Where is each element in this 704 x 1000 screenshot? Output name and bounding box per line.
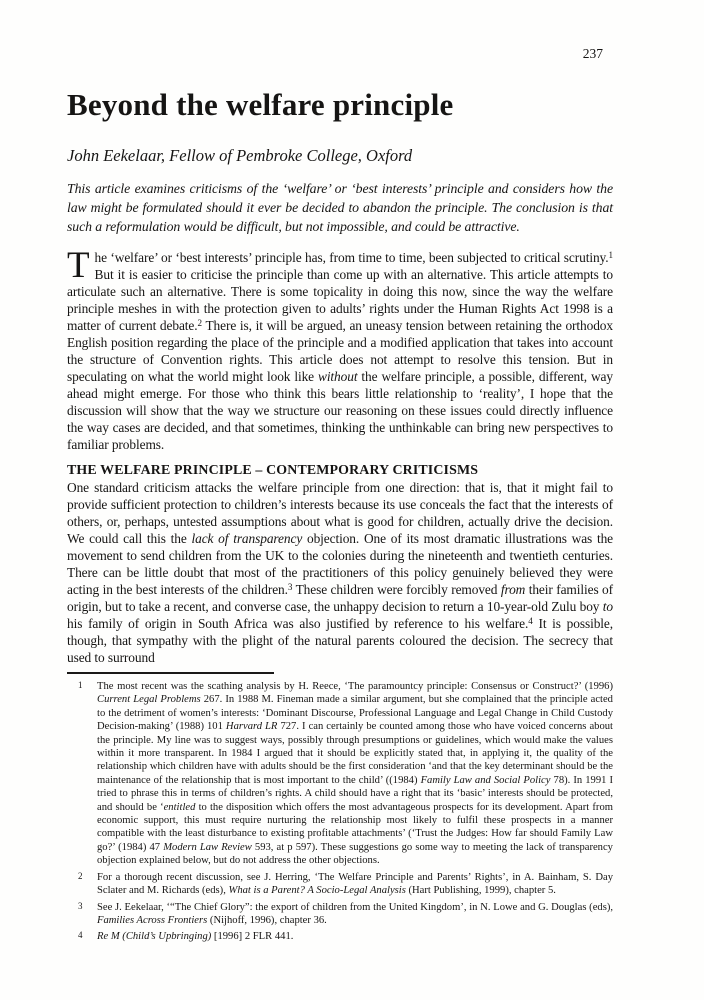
footnote-2 [67,871,613,898]
body-paragraph-2: One standard criticism attacks the welfare principle from one direction: that is, that it might fail to provide sufficient protection to children’s interests because its use conceals the fact that the interests of others, or, perhaps, untested assumptions about what is good for children, actually drive the decision. We could call this the lack of transparency objection. One of its most dramatic illustrations was the movement to send children from the UK to the colonies during the nineteenth and twentieth centuries. There can be little doubt that most of the practitioners of this policy genuinely believed they were acting in the best interests of the children.$^3$ These children were forcibly removed from their families of origin, but to take a recent, and converse case, the unhappy decision to return a 10-year-old Zulu boy to his family of origin in South Africa was also justified by reference to his welfare.$^4$ It is possible, though, that sympathy with the plight of the natural parents coloured the decision. The secrecy that used to surround [67,480,614,665]
footnote-2-text: For a thorough recent discussion, see J. Herring, ‘The Welfare Principle and Parents’ Rights’, in A. Bainham, S. Day Sclater and M. Richards (eds), What is a Parent? A Socio-Legal Analysis (Hart Publishing, 1999), chapter 5. [97,871,613,897]
footnote-1-number: 1 [78,680,83,690]
footnote-divider [67,672,274,674]
footnote-1-text: The most recent was the scathing analysis by H. Reece, ‘The paramountcy principle: Consensus or Construct?’ (1996) Current Legal Problems 267. In 1988 M. Fineman made a similar argument, but she complained that the principle acted to the detriment of women’s interests: ‘Dominant Discourse, Professional Language and Legal Change in Child Custody Decision-making’ (1988) 101 Harvard LR 727. I can certainly be counted among those who have voiced concerns about the principle. My line was to suggest ways, possibly through presumptions or guidelines, which would make the values within it more transparent. In 1984 I argued that it should be explicitly stated that, in applying it, the quality of the relationship which children have with adults should be the first consideration ‘and that the key determinant should be the maintenance of the relationship that is most important to the child’ ((1984) Family Law and Social Policy 78). In 1991 I tried to phrase this in terms of children’s rights. A child should have a right that its ‘basic’ interests should be protected, and should be ‘entitled to the disposition which offers the most advantageous prospects for its development. Apart from economic support, this must require nurturing the relationship most likely to fulfil these prospects in a manner compatible with the least disturbance to existing profitable attachments’ (‘Trust the Judges: How far should Family Law go?’ (1984) 47 Modern Law Review 593, at p 597). These suggestions go some way to meeting the lack of transparency objection explained below, but do not address the other objections. [97,681,613,867]
article-title: Beyond the welfare principle [67,87,454,122]
body-paragraph-1-text: he ‘welfare’ or ‘best interests’ principle has, from time to time, been subjected to critical scrutiny.$^1$ But it is easier to criticise the principle than come up with an alternative. This article attempts to articulate such an alternative. There is some topicality in doing this now, since the way the welfare principle meshes in with the protection given to adults’ rights under the Human Rights Act 1998 is a matter of current debate.$^2$ There is, it will be argued, an uneasy tension between retaining the orthodox English position regarding the place of the principle and a modified application that takes into account the structure of Convention rights. This article does not attempt to resolve this tension. But in speculating on what the world might look like without the welfare principle, a possible, different, way ahead might emerge. For those who think this bears little relationship to ‘reality’, I hope that the discussion will show that the way we structure our reasoning on these issues could directly influence the way cases are decided, and that sometimes, thinking the unthinkable can bring new perspectives to familiar problems. [67,249,613,452]
footnote-1 [67,680,613,868]
footnote-3-text: See J. Eekelaar, ‘“The Chief Glory”: the export of children from the United Kingdom’, in N. Lowe and G. Douglas (eds), Families Across Frontiers (Nijhoff, 1996), chapter 36. [97,901,613,926]
footnote-4 [67,930,613,943]
footnote-3-number: 3 [78,900,83,911]
page-content-column [67,0,613,947]
page-number: 237 [582,46,603,61]
body-paragraph-1 [67,245,613,453]
footnote-4-text: Re M (Child’s Upbringing) [1996] 2 FLR 441. [97,931,294,943]
footnote-3 [67,901,613,928]
footnote-2-number: 2 [78,870,83,881]
footnote-4-number: 4 [78,930,83,941]
article-abstract: This article examines criticisms of the ‘welfare’ or ‘best interests’ principle and considers how the law might be formulated should it ever be decided to abandon the principle. The conclusion is that such a reformulation would be difficult, but not impossible, and could be attractive. [67,181,613,234]
author-line: John Eekelaar, Fellow of Pembroke College, Oxford [67,146,413,165]
footnotes-section [67,680,613,944]
drop-cap: T [67,245,90,286]
section-heading: THE WELFARE PRINCIPLE – CONTEMPORARY CRITICISMS [67,463,479,478]
